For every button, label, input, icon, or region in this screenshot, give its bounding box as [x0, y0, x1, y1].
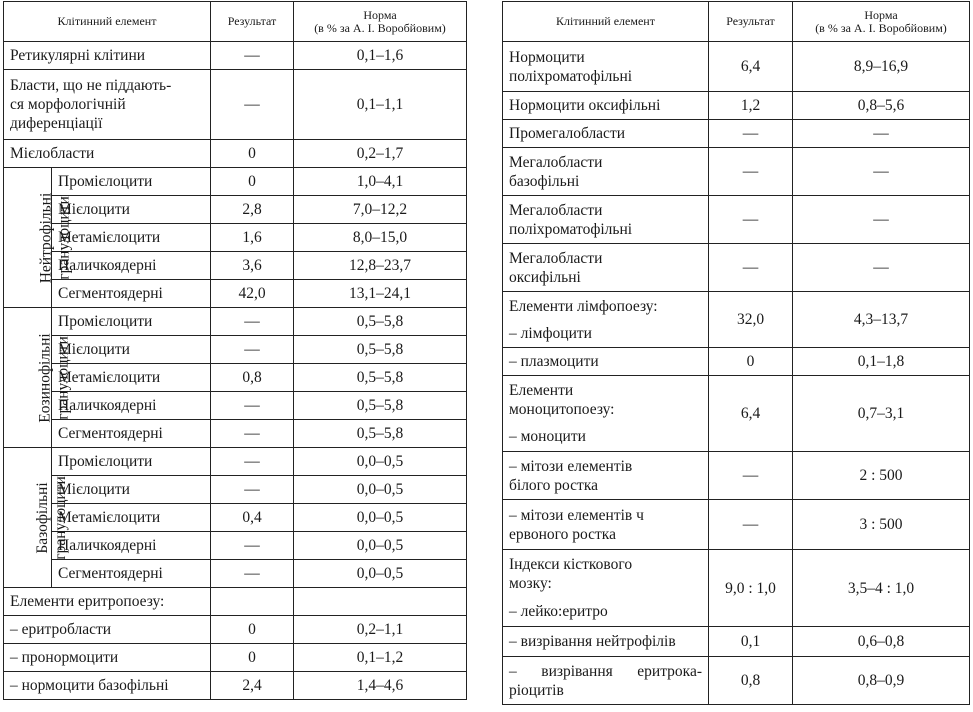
cell-element: Метамієлоцити — [52, 364, 211, 392]
cell-element: – нормоцити базофільні — [4, 672, 211, 700]
cell-element: Ретикулярні клітини — [4, 42, 211, 70]
cell-line: ервоного ростка — [509, 525, 616, 543]
cell-element: – пронормоцити — [4, 644, 211, 672]
cell-element: Промієлоцити — [52, 448, 211, 476]
table-row — [503, 148, 970, 196]
cell-result: — — [211, 70, 294, 140]
cell-element — [503, 292, 709, 348]
table-row — [4, 392, 467, 420]
group-label-line: Еозинофільні — [36, 332, 54, 423]
cell-norm: 0,5–5,8 — [294, 336, 467, 364]
cell-norm — [294, 588, 467, 616]
group-label-basophil — [4, 448, 69, 588]
cell-element: – еритробласти — [4, 616, 211, 644]
table-row — [503, 657, 970, 705]
cell-result: — — [709, 120, 793, 148]
cell-norm: — — [793, 120, 970, 148]
cell-line: – лімфоцити — [509, 324, 592, 342]
cell-line: – мітози елементів — [509, 457, 633, 475]
table-row — [4, 644, 467, 672]
cell-element: – плазмоцити — [503, 348, 709, 376]
cell-line: диференціації — [10, 115, 103, 132]
cell-result: 0 — [211, 616, 294, 644]
table-row — [503, 92, 970, 120]
cell-norm: 7,0–12,2 — [294, 196, 467, 224]
left-table — [3, 1, 467, 700]
cell-line: ріоцитів — [509, 681, 564, 699]
table-row — [4, 280, 467, 308]
cell-result: 2,4 — [211, 672, 294, 700]
cell-element: Сегментоядерні — [52, 280, 211, 308]
cell-line: Індекси кісткового — [509, 556, 633, 573]
header-norm-title: Норма — [864, 7, 898, 22]
cell-norm: 0,1–1,8 — [793, 348, 970, 376]
header-result: Результат — [709, 2, 793, 42]
cell-norm: 0,2–1,7 — [294, 140, 467, 168]
cell-line: мозку: — [509, 575, 552, 592]
cell-norm: 1,4–4,6 — [294, 672, 467, 700]
cell-result: 0 — [709, 348, 793, 376]
cell-line: – моноцити — [509, 428, 586, 445]
table-row — [4, 308, 467, 336]
cell-element — [503, 500, 709, 550]
group-label-line: Базофільні — [33, 481, 51, 554]
cell-norm: 0,1–1,1 — [294, 70, 467, 140]
cell-element — [503, 196, 709, 244]
cell-element: Мієлоцити — [52, 476, 211, 504]
cell-norm: 0,0–0,5 — [294, 448, 467, 476]
cell-line: Мегалобласти — [509, 201, 603, 219]
cell-result: 6,4 — [709, 376, 793, 452]
cell-line: оксифільні — [509, 268, 581, 286]
group-label-line: Нейтрофільні — [37, 192, 55, 283]
cell-element: Мієлоцити — [52, 336, 211, 364]
cell-result: — — [709, 500, 793, 550]
right-table — [502, 1, 970, 705]
cell-result: — — [211, 476, 294, 504]
cell-norm: 4,3–13,7 — [793, 292, 970, 348]
cell-element: Паличкоядерні — [52, 392, 211, 420]
table-row — [4, 560, 467, 588]
cell-norm: — — [793, 244, 970, 292]
cell-element: Метамієлоцити — [52, 224, 211, 252]
cell-element: Промієлоцити — [52, 168, 211, 196]
cell-result: — — [211, 420, 294, 448]
cell-element: Мієлобласти — [4, 140, 211, 168]
table-row — [503, 627, 970, 657]
cell-result: 0,4 — [211, 504, 294, 532]
cell-norm: 0,1–1,2 — [294, 644, 467, 672]
cell-result: — — [211, 392, 294, 420]
table-row — [4, 336, 467, 364]
table-row — [503, 550, 970, 627]
cell-result: — — [211, 448, 294, 476]
cell-norm: 0,6–0,8 — [793, 627, 970, 657]
table-row — [4, 140, 467, 168]
cell-element: – визрівання нейтрофілів — [503, 627, 709, 657]
cell-element — [503, 42, 709, 92]
cell-line: – мітози елементів ч — [509, 506, 644, 524]
cell-result: — — [211, 336, 294, 364]
cell-norm: 2 : 500 — [793, 452, 970, 500]
cell-element: Промієлоцити — [52, 308, 211, 336]
cell-element — [503, 244, 709, 292]
header-norm — [793, 2, 970, 42]
cell-result: — — [211, 308, 294, 336]
cell-element: Промегалобласти — [503, 120, 709, 148]
header-element: Клітинний елемент — [4, 2, 211, 42]
cell-norm: 12,8–23,7 — [294, 252, 467, 280]
cell-line: поліхроматофільні — [509, 67, 633, 85]
table-row — [4, 420, 467, 448]
cell-norm: 3,5–4 : 1,0 — [793, 550, 970, 627]
table-row — [503, 244, 970, 292]
table-row — [503, 292, 970, 348]
cell-result: 2,8 — [211, 196, 294, 224]
cell-element: Паличкоядерні — [52, 252, 211, 280]
cell-norm: — — [793, 196, 970, 244]
cell-element — [503, 148, 709, 196]
cell-line: – лейко:еритро — [509, 603, 608, 620]
group-label-eosinophil — [4, 308, 72, 448]
cell-norm: — — [793, 148, 970, 196]
cell-line: поліхроматофільні — [509, 220, 633, 238]
group-label-line: гранулоцити — [51, 475, 69, 560]
cell-norm: 3 : 500 — [793, 500, 970, 550]
cell-element — [503, 550, 709, 627]
cell-norm: 1,0–4,1 — [294, 168, 467, 196]
header-norm — [294, 2, 467, 42]
table-row — [503, 42, 970, 92]
header-element: Клітинний елемент — [503, 2, 709, 42]
cell-line: моноцитопоезу: — [509, 401, 615, 418]
cell-line: Мегалобласти — [509, 153, 603, 171]
group-label-line: гранулоцити — [55, 195, 73, 280]
cell-result: 0,1 — [709, 627, 793, 657]
cell-result: 9,0 : 1,0 — [709, 550, 793, 627]
cell-element — [4, 70, 211, 140]
table-row — [4, 532, 467, 560]
cell-norm: 0,0–0,5 — [294, 476, 467, 504]
table-row — [503, 376, 970, 452]
table-row — [4, 504, 467, 532]
cell-result: — — [709, 244, 793, 292]
cell-norm: 8,0–15,0 — [294, 224, 467, 252]
table-row — [4, 70, 467, 140]
cell-norm: 0,2–1,1 — [294, 616, 467, 644]
cell-result: 1,2 — [709, 92, 793, 120]
cell-result: — — [709, 452, 793, 500]
cell-element — [503, 452, 709, 500]
cell-element: Паличкоядерні — [52, 532, 211, 560]
cell-line: Елементи — [509, 382, 574, 399]
cell-result: 0,8 — [211, 364, 294, 392]
cell-line: Нормоцити — [509, 48, 585, 66]
header-norm-title: Норма — [363, 7, 397, 22]
cell-result — [211, 588, 294, 616]
cell-result: 6,4 — [709, 42, 793, 92]
cell-line: Елементи лімфопоезу: — [509, 297, 658, 315]
cell-line: Мегалобласти — [509, 249, 603, 267]
cell-norm: 0,5–5,8 — [294, 364, 467, 392]
cell-element: Сегментоядерні — [52, 560, 211, 588]
cell-result: 3,6 — [211, 252, 294, 280]
cell-element — [503, 376, 709, 452]
table-row — [4, 616, 467, 644]
cell-element: Метамієлоцити — [52, 504, 211, 532]
cell-result: — — [709, 196, 793, 244]
table-row — [503, 500, 970, 550]
cell-line: Бласти, що не піддають- — [10, 77, 172, 94]
cell-result: 0 — [211, 644, 294, 672]
cell-norm: 0,0–0,5 — [294, 560, 467, 588]
cell-result: 1,6 — [211, 224, 294, 252]
group-label-neutrophil — [4, 168, 73, 308]
table-row — [4, 364, 467, 392]
cell-norm: 0,8–0,9 — [793, 657, 970, 705]
section-title: Елементи еритропоезу: — [4, 588, 211, 616]
table-row — [4, 168, 467, 196]
header-norm-note: (в % за А. І. Воробйовим) — [815, 20, 947, 35]
table-row — [4, 672, 467, 700]
table-row — [503, 348, 970, 376]
table-row — [503, 452, 970, 500]
cell-norm: 0,7–3,1 — [793, 376, 970, 452]
cell-element: Мієлоцити — [52, 196, 211, 224]
cell-norm: 8,9–16,9 — [793, 42, 970, 92]
cell-norm: 0,5–5,8 — [294, 308, 467, 336]
table-row — [4, 476, 467, 504]
cell-result: 32,0 — [709, 292, 793, 348]
cell-norm: 0,0–0,5 — [294, 504, 467, 532]
cell-result: 42,0 — [211, 280, 294, 308]
table-row — [503, 120, 970, 148]
cell-element: Нормоцити оксифільні — [503, 92, 709, 120]
cell-norm: 0,1–1,6 — [294, 42, 467, 70]
cell-norm: 13,1–24,1 — [294, 280, 467, 308]
table-row — [503, 196, 970, 244]
cell-line: білого ростка — [509, 476, 598, 494]
table-row — [4, 42, 467, 70]
header-norm-note: (в % за А. І. Воробйовим) — [314, 20, 446, 35]
cell-result: — — [709, 148, 793, 196]
cell-norm: 0,5–5,8 — [294, 392, 467, 420]
table-header-row — [503, 2, 970, 42]
cell-norm: 0,0–0,5 — [294, 532, 467, 560]
table-header-row — [4, 2, 467, 42]
cell-norm: 0,5–5,8 — [294, 420, 467, 448]
cell-element: Сегментоядерні — [52, 420, 211, 448]
table-row — [4, 448, 467, 476]
header-result: Результат — [211, 2, 294, 42]
cell-result: — — [211, 560, 294, 588]
cell-result: — — [211, 42, 294, 70]
cell-result: 0 — [211, 140, 294, 168]
section-row-erythropoiesis — [4, 588, 467, 616]
cell-result: — — [211, 532, 294, 560]
cell-line: ся морфологічній — [10, 96, 126, 113]
group-label-line: гранулоцити — [54, 335, 72, 420]
cell-result: 0,8 — [709, 657, 793, 705]
cell-result: 0 — [211, 168, 294, 196]
cell-line: – визрівання еритрока- — [509, 662, 702, 680]
cell-line: базофільні — [509, 172, 580, 190]
cell-element — [503, 657, 709, 705]
cell-norm: 0,8–5,6 — [793, 92, 970, 120]
